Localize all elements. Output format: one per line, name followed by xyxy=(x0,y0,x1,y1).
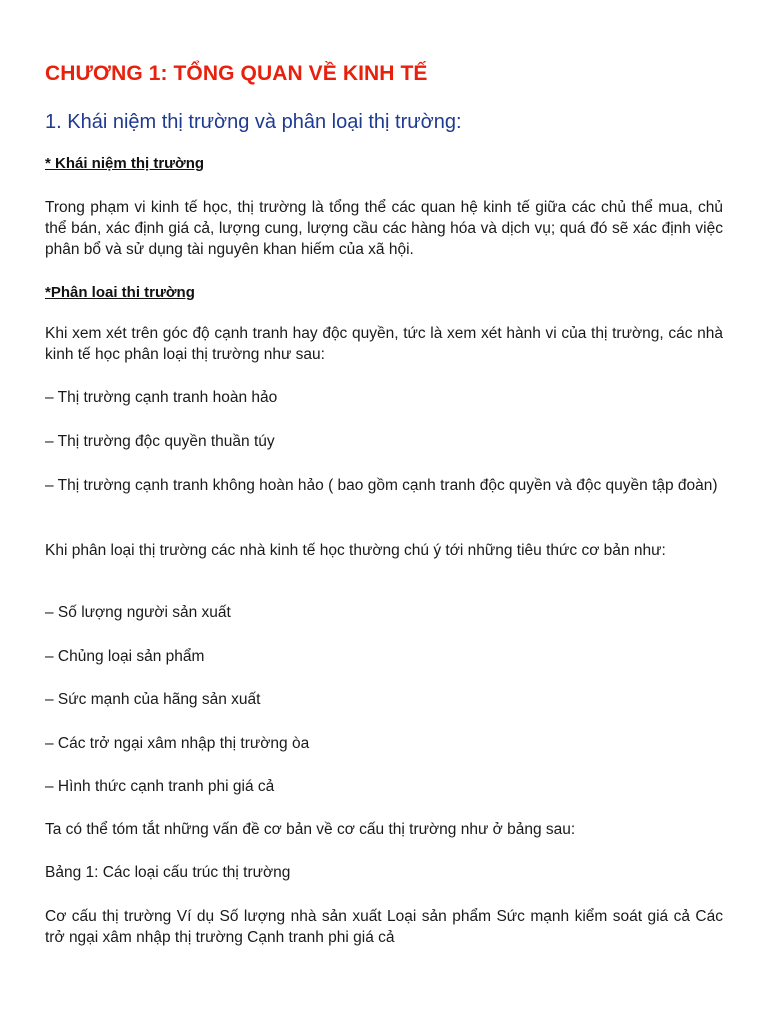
section-heading: 1. Khái niệm thị trường và phân loại thị trường: xyxy=(45,111,462,133)
criteria-item: – Số lượng người sản xuất xyxy=(45,604,231,621)
table-header-text: Cơ cấu thị trường Ví dụ Số lượng nhà sản xuất Loại sản phẩm Sức mạnh kiểm soát giá cả Các trở ngại xâm nhập thị trường Cạnh tranh phi giá cả xyxy=(45,908,723,946)
market-type-item: – Thị trường cạnh tranh hoàn hảo xyxy=(45,389,278,406)
chapter-title: CHƯƠNG 1: TỔNG QUAN VỀ KINH TẾ xyxy=(45,62,428,85)
summary-sentence: Ta có thể tóm tắt những vấn đề cơ bản về cơ cấu thị trường như ở bảng sau: xyxy=(45,821,576,838)
criteria-item: – Các trở ngại xâm nhập thị trường òa xyxy=(45,735,310,752)
criteria-item: – Sức mạnh của hãng sản xuất xyxy=(45,691,261,708)
concept-paragraph: Trong phạm vi kinh tế học, thị trường là tổng thể các quan hệ kinh tế giữa các chủ thể mua, chủ thể bán, xác định giá cả, lượng cung, lượng cầu các hàng hóa và dịch vụ; quá đó sẽ xác định việc phân bổ và sử dụng tài nguyên khan hiếm của xã hội. xyxy=(45,199,723,258)
market-type-item: – Thị trường cạnh tranh không hoàn hảo ( bao gồm cạnh tranh độc quyền và độc quyền tập đoàn) xyxy=(45,477,718,494)
concept-heading: * Khái niệm thị trường xyxy=(45,155,205,172)
criteria-item: – Hình thức cạnh tranh phi giá cả xyxy=(45,778,275,795)
classification-heading: *Phân loai thi trường xyxy=(45,284,195,301)
criteria-item: – Chủng loại sản phẩm xyxy=(45,648,205,665)
market-type-item: – Thị trường độc quyền thuần túy xyxy=(45,433,275,450)
classification-intro: Khi xem xét trên góc độ cạnh tranh hay độc quyền, tức là xem xét hành vi của thị trường, các nhà kinh tế học phân loại thị trường như sau: xyxy=(45,325,723,363)
criteria-intro: Khi phân loại thị trường các nhà kinh tế học thường chú ý tới những tiêu thức cơ bản như: xyxy=(45,542,666,559)
table-caption: Bảng 1: Các loại cấu trúc thị trường xyxy=(45,864,291,881)
